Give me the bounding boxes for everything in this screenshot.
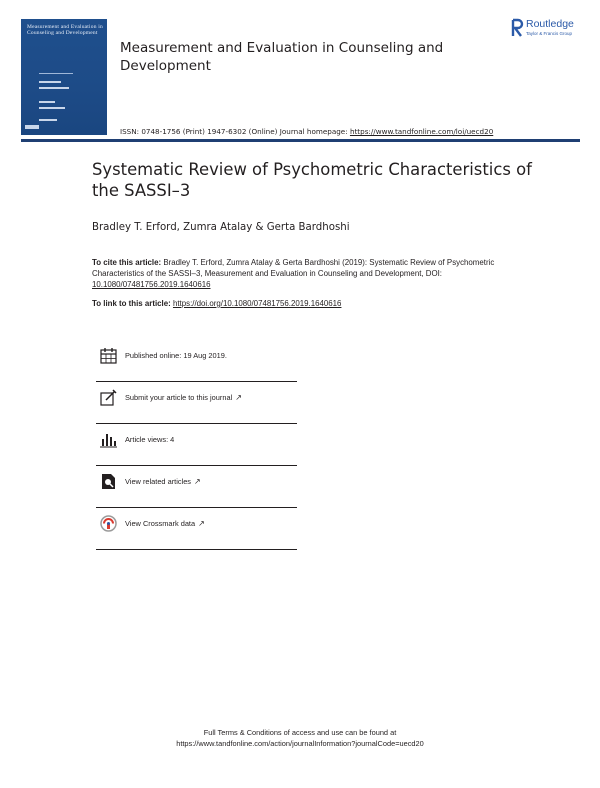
issn-line <box>120 127 493 136</box>
journal-title: Measurement and Evaluation in Counseling and Development <box>120 40 444 74</box>
crossmark-label: View Crossmark data <box>125 519 196 528</box>
list-item-published <box>96 340 297 382</box>
cover-title: Measurement and Evaluation in Counseling and Development <box>27 24 103 36</box>
journal-homepage-link[interactable]: https://www.tandfonline.com/loi/uecd20 <box>349 127 494 136</box>
article-link-block <box>92 299 341 308</box>
cover-text-block <box>39 101 55 103</box>
related-articles-link[interactable] <box>125 477 201 486</box>
cover-divider <box>39 73 73 74</box>
bar-chart-icon <box>100 431 117 448</box>
cover-text-block <box>39 119 57 121</box>
published-date: Published online: 19 Aug 2019. <box>125 351 227 360</box>
external-link-icon: ↗ <box>235 393 242 402</box>
article-info-list <box>96 340 297 550</box>
header-rule <box>21 139 580 142</box>
list-item-crossmark[interactable] <box>96 508 297 550</box>
related-articles-label: View related articles <box>125 477 191 486</box>
article-link-label: To link to this article: <box>92 299 173 308</box>
citation-text: Bradley T. Erford, Zumra Atalay & Gerta Bardhoshi (2019): Systematic Review of Psychometric Characteristics of the SASSI–3, Measurement and Evaluation in Counseling and Development, DOI: <box>92 258 495 278</box>
article-doi-url[interactable]: https://doi.org/10.1080/07481756.2019.1640616 <box>172 299 342 308</box>
footer-terms-text: Full Terms & Conditions of access and use can be found at <box>203 728 397 737</box>
journal-cover-image <box>21 19 107 135</box>
crossmark-link[interactable] <box>125 519 205 528</box>
external-link-icon: ↗ <box>194 477 201 486</box>
footer <box>0 727 600 749</box>
cover-text-block <box>39 81 61 83</box>
submit-article-label: Submit your article to this journal <box>125 393 233 402</box>
publisher-name: Routledge <box>526 18 574 30</box>
cover-text-block <box>39 107 65 109</box>
citation-block <box>92 257 512 290</box>
list-item-views <box>96 424 297 466</box>
footer-terms-link[interactable]: https://www.tandfonline.com/action/journalInformation?journalCode=uecd20 <box>176 739 424 748</box>
calendar-icon <box>100 347 117 364</box>
cover-text-block <box>39 87 69 89</box>
issn-text: ISSN: 0748-1756 (Print) 1947-6302 (Online) Journal homepage: <box>120 127 350 136</box>
doi-link[interactable]: 10.1080/07481756.2019.1640616 <box>92 280 211 289</box>
publisher-logo <box>511 18 583 40</box>
submit-icon <box>100 389 117 406</box>
crossmark-icon <box>100 515 117 532</box>
article-title: Systematic Review of Psychometric Characteristics of the SASSI–3 <box>92 160 532 200</box>
article-views: Article views: 4 <box>125 435 175 444</box>
external-link-icon: ↗ <box>198 519 205 528</box>
list-item-related[interactable] <box>96 466 297 508</box>
routledge-logo-icon <box>511 18 524 38</box>
list-item-submit[interactable] <box>96 382 297 424</box>
submit-article-link[interactable] <box>125 393 242 402</box>
article-authors: Bradley T. Erford, Zumra Atalay & Gerta Bardhoshi <box>92 222 350 233</box>
cover-publisher-logo <box>25 125 39 129</box>
citation-label: To cite this article: <box>92 258 162 267</box>
search-document-icon <box>100 473 117 490</box>
publisher-tagline: Taylor & Francis Group <box>526 31 573 36</box>
